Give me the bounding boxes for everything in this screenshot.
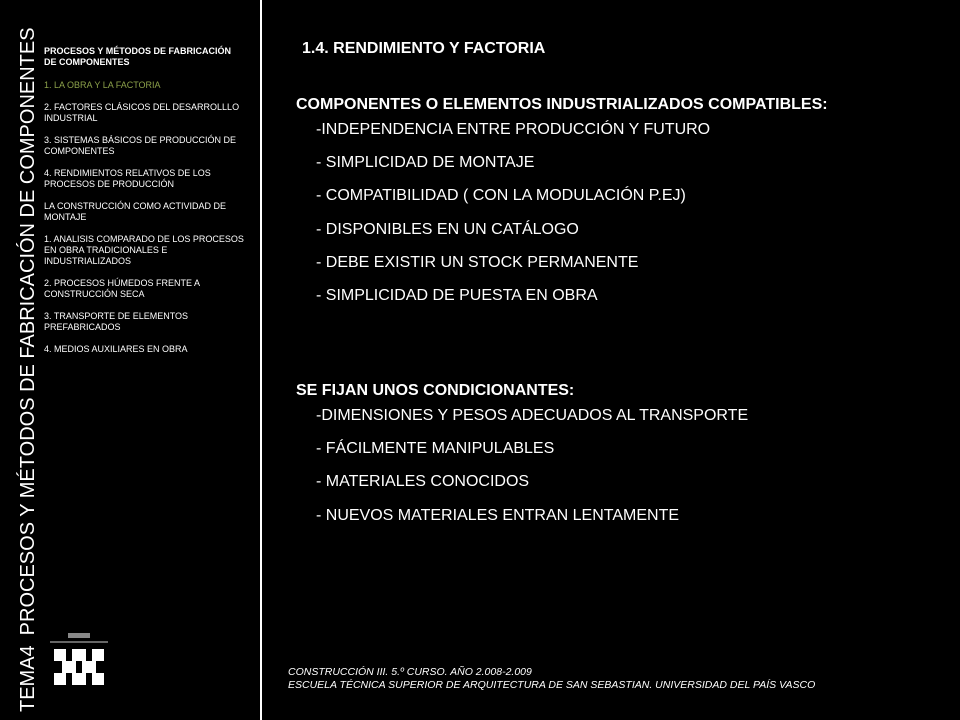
sidebar-item-la-obra-y-la-factoria[interactable]: 1. LA OBRA Y LA FACTORIA bbox=[44, 80, 161, 90]
list-item: - FÁCILMENTE MANIPULABLES bbox=[316, 440, 555, 458]
vertical-divider bbox=[260, 0, 262, 720]
sidebar-heading: PROCESOS Y MÉTODOS DE FABRICACIÓN DE COMPONENTES bbox=[44, 46, 232, 67]
section-condicionantes bbox=[296, 382, 748, 539]
list-item: -INDEPENDENCIA ENTRE PRODUCCIÓN Y FUTURO bbox=[316, 121, 711, 138]
list-item: - SIMPLICIDAD DE PUESTA EN OBRA bbox=[316, 286, 598, 304]
university-logo-icon bbox=[50, 633, 108, 691]
footer-school: ESCUELA TÉCNICA SUPERIOR DE ARQUITECTURA DE SAN SEBASTIAN. UNIVERSIDAD DEL PAÍS VASCO bbox=[288, 679, 816, 691]
list-item: - NUEVOS MATERIALES ENTRAN LENTAMENTE bbox=[316, 506, 680, 524]
sidebar-item-medios-auxiliares[interactable]: 4. MEDIOS AUXILIARES EN OBRA bbox=[44, 344, 188, 354]
sidebar-item-factores-clasicos[interactable]: 2. FACTORES CLÁSICOS DEL DESARROLLLO INDUSTRIAL bbox=[44, 102, 240, 123]
footer-course: CONSTRUCCIÓN III. 5.º CURSO. AÑO 2.008-2.009 bbox=[288, 666, 532, 678]
section-componentes bbox=[296, 96, 828, 319]
bullet-list bbox=[296, 120, 828, 306]
sidebar-item-rendimientos-relativos[interactable]: 4. RENDIMIENTOS RELATIVOS DE LOS PROCESOS DE PRODUCCIÓN bbox=[44, 168, 211, 189]
sidebar-item-procesos-humedos[interactable]: 2. PROCESOS HÚMEDOS FRENTE A CONSTRUCCIÓN SECA bbox=[44, 278, 200, 299]
section-heading: SE FIJAN UNOS CONDICIONANTES: bbox=[296, 382, 575, 399]
page-title: 1.4. RENDIMIENTO Y FACTORIA bbox=[302, 40, 546, 57]
sidebar-item-analisis-comparado[interactable]: 1. ANALISIS COMPARADO DE LOS PROCESOS EN OBRA TRADICIONALES E INDUSTRIALIZADOS bbox=[44, 234, 244, 266]
course-title: PROCESOS Y MÉTODOS DE FABRICACIÓN DE COMPONENTES bbox=[16, 27, 39, 636]
list-item: -DIMENSIONES Y PESOS ADECUADOS AL TRANSPORTE bbox=[316, 407, 749, 424]
list-item: - DISPONIBLES EN UN CATÁLOGO bbox=[316, 220, 579, 238]
sidebar-item-construccion-montaje[interactable]: LA CONSTRUCCIÓN COMO ACTIVIDAD DE MONTAJE bbox=[44, 201, 227, 222]
list-item: - COMPATIBILIDAD ( CON LA MODULACIÓN P.EJ) bbox=[316, 187, 686, 205]
vertical-title bbox=[8, 8, 48, 712]
list-item: - DEBE EXISTIR UN STOCK PERMANENTE bbox=[316, 253, 639, 271]
footer bbox=[288, 666, 815, 692]
list-item: - SIMPLICIDAD DE MONTAJE bbox=[316, 154, 535, 172]
bullet-list bbox=[296, 406, 748, 526]
tema-label: TEMA4 bbox=[16, 645, 39, 712]
sidebar-item-sistemas-basicos[interactable]: 3. SISTEMAS BÁSICOS DE PRODUCCIÓN DE COMPONENTES bbox=[44, 135, 237, 156]
sidebar bbox=[44, 46, 254, 366]
list-item: - MATERIALES CONOCIDOS bbox=[316, 473, 530, 491]
section-heading: COMPONENTES O ELEMENTOS INDUSTRIALIZADOS COMPATIBLES: bbox=[296, 96, 828, 113]
sidebar-item-transporte[interactable]: 3. TRANSPORTE DE ELEMENTOS PREFABRICADOS bbox=[44, 311, 189, 332]
